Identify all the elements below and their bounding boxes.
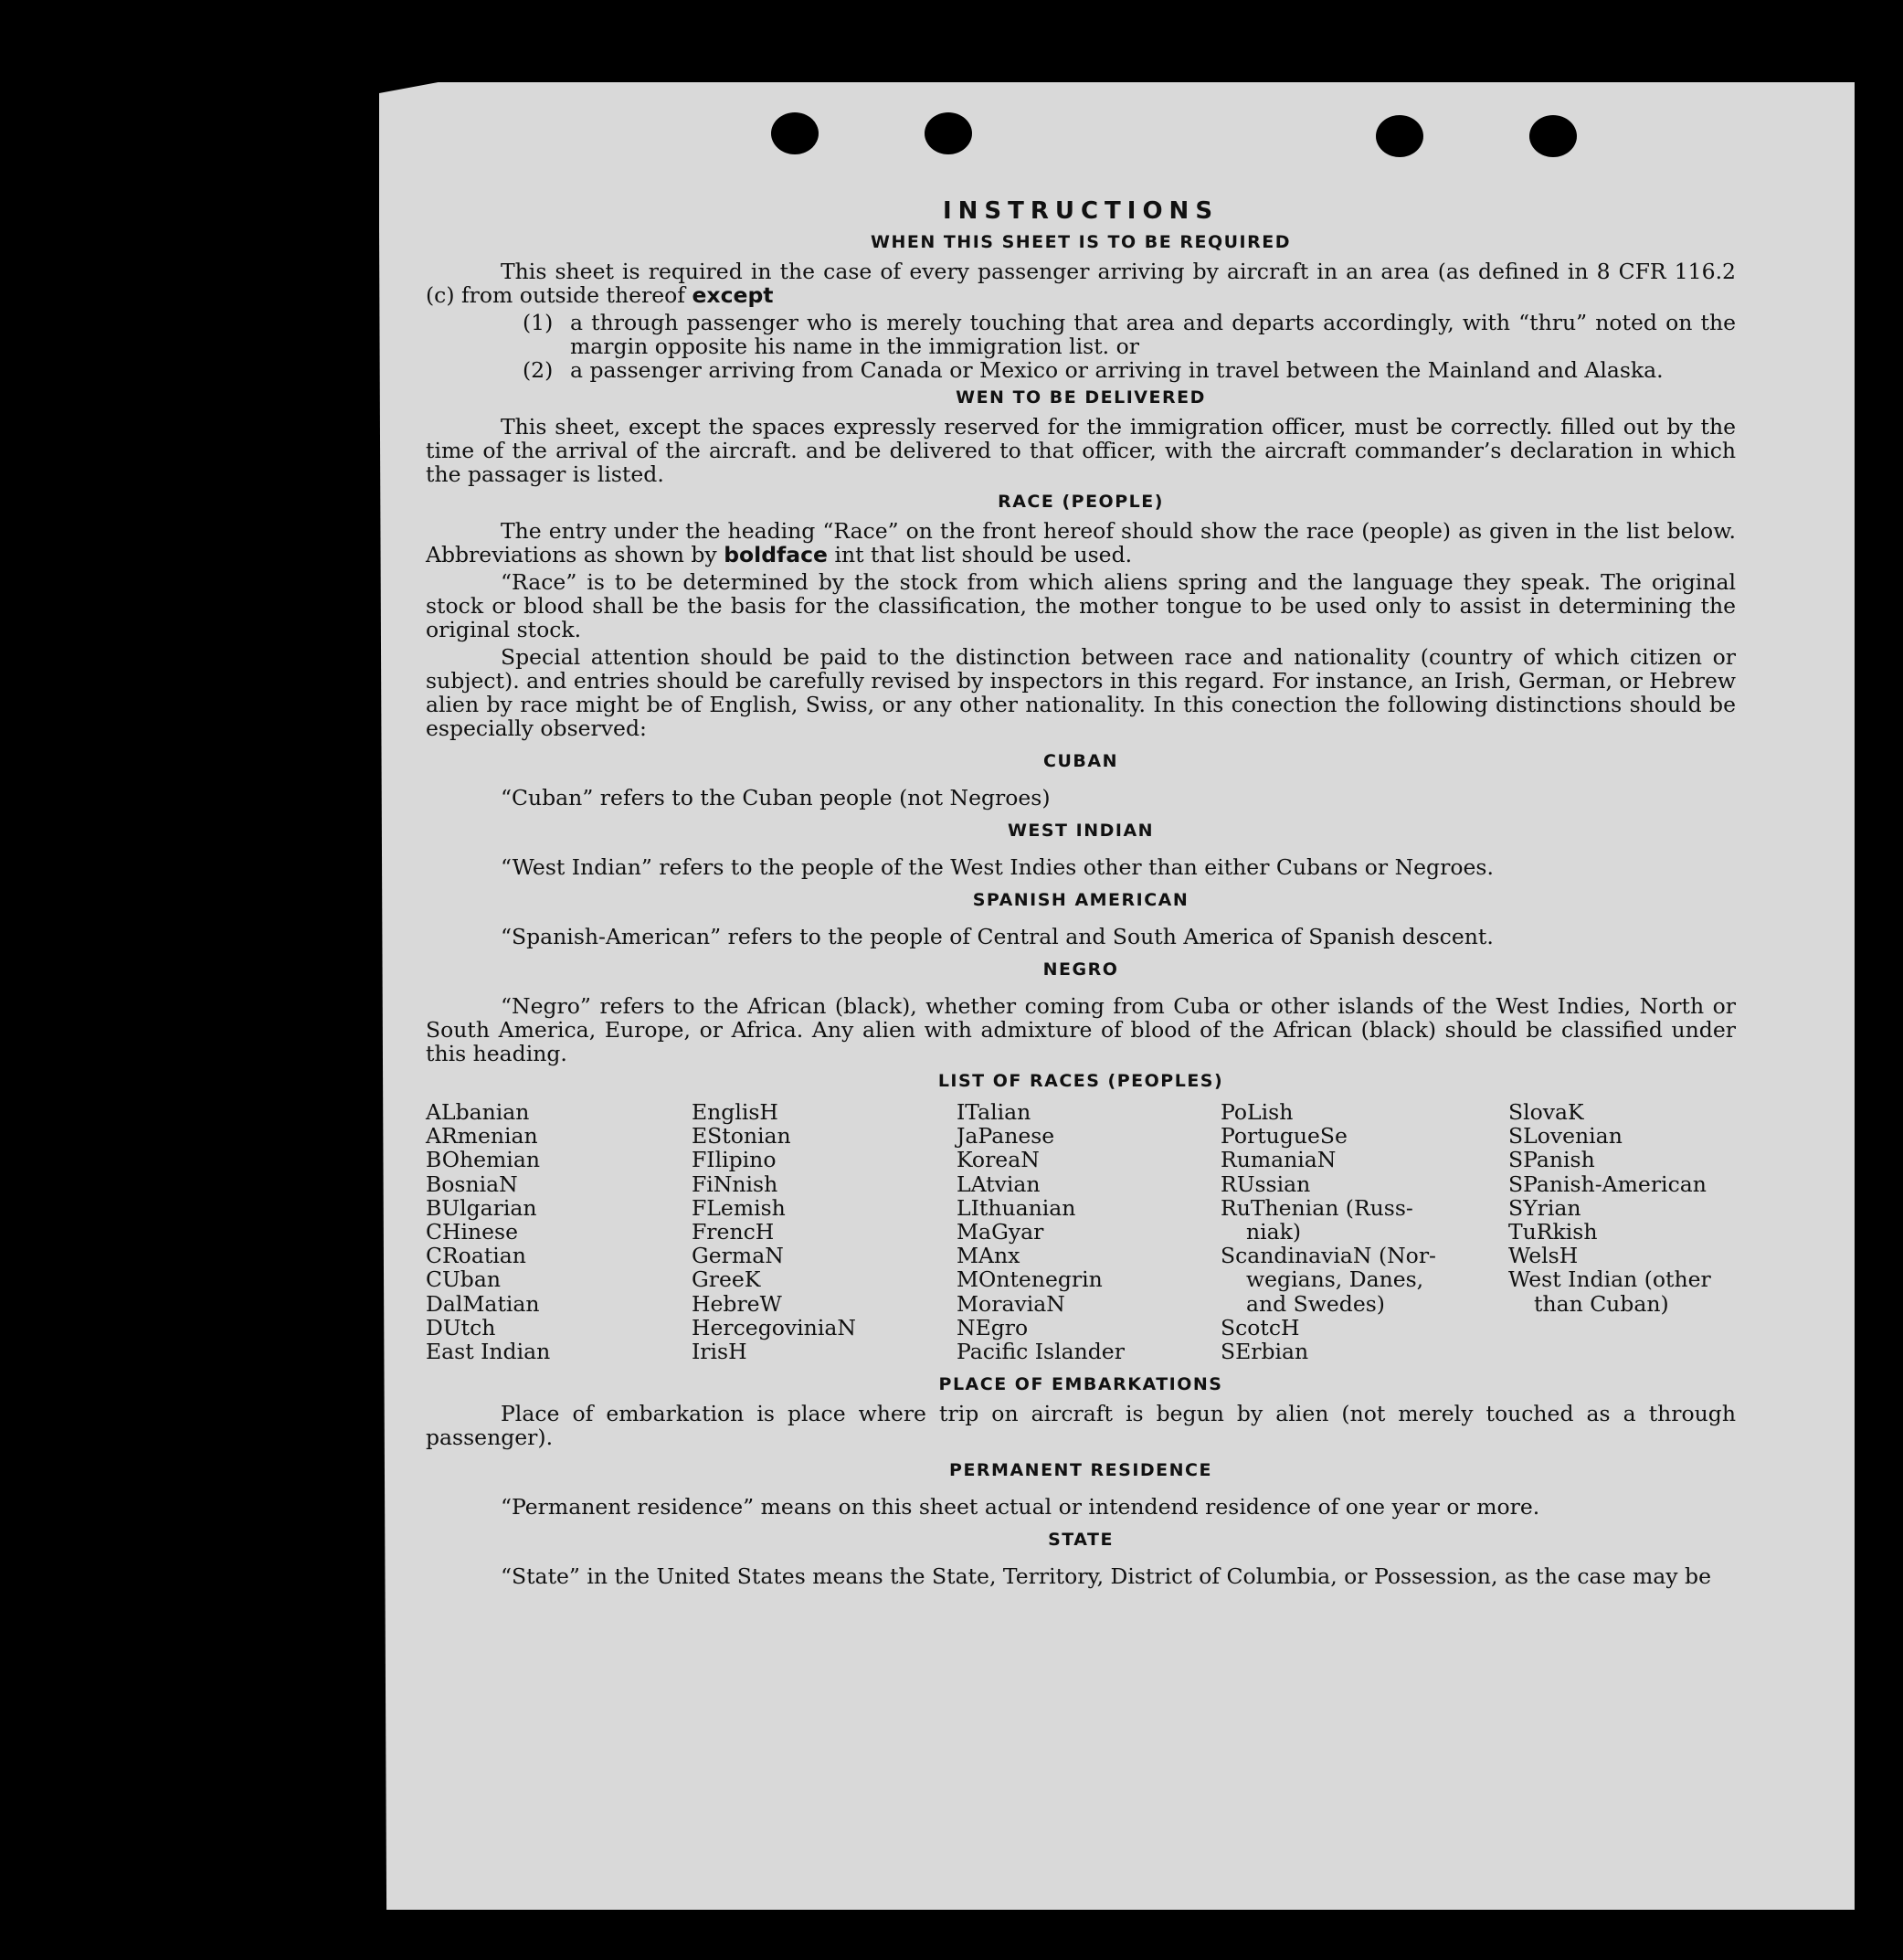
- race-column: [426, 1100, 692, 1363]
- punch-hole: [771, 112, 819, 154]
- race-column: [957, 1100, 1221, 1363]
- race-item: than Cuban): [1534, 1290, 1669, 1317]
- race-item: LAtvian: [957, 1171, 1041, 1197]
- race-item: RUssian: [1221, 1171, 1311, 1197]
- race-item: Pacific Islander: [957, 1339, 1125, 1365]
- race-list: [426, 1100, 1736, 1363]
- race-item: PortugueSe: [1221, 1123, 1348, 1150]
- race-item: MOntenegrin: [957, 1266, 1103, 1293]
- punch-hole: [1529, 115, 1577, 157]
- section-title-embarkation: PLACE OF EMBARKATIONS: [938, 1374, 1223, 1395]
- section-title-when-required: WHEN THIS SHEET IS TO BE REQUIRED: [870, 232, 1291, 252]
- race-column: [692, 1100, 957, 1363]
- race-item: MaGyar: [957, 1219, 1044, 1245]
- permanent-residence-text: “Permanent residence” means on this sheet actual or intendend residence of one year or more.: [501, 1494, 1540, 1520]
- race-item: GermaN: [692, 1243, 784, 1269]
- race-item: SlovaK: [1508, 1099, 1584, 1125]
- race-item: SYrian: [1508, 1194, 1581, 1221]
- race-paragraph-1: The entry under the heading “Race” on the front hereof should show the race (people) as given in the list below. Abbreviations as shown by boldface int that list should be used.: [426, 518, 1736, 567]
- race-item: wegians, Danes,: [1246, 1266, 1424, 1293]
- exception-item: (2) a passenger arriving from Canada or Mexico or arriving in travel between the Mainland and Alaska.: [523, 357, 1664, 383]
- race-item: EStonian: [692, 1123, 791, 1150]
- race-item: ARmenian: [426, 1123, 538, 1150]
- exception-item: (1) a through passenger who is merely touching that area and departs accordingly, with “thru” noted on the margin opposite his name in the immigration list. or: [523, 310, 1736, 359]
- race-item: NEgro: [957, 1314, 1029, 1340]
- race-item: MAnx: [957, 1243, 1020, 1269]
- race-item: MoraviaN: [957, 1290, 1065, 1317]
- race-item: CUban: [426, 1266, 501, 1293]
- section-title-spanish-american: SPANISH AMERICAN: [972, 890, 1189, 910]
- race-item: ScandinaviaN (Nor-: [1221, 1243, 1436, 1269]
- race-item: GreeK: [692, 1266, 761, 1293]
- embarkation-text: Place of embarkation is place where trip on aircraft is begun by alien (not merely touched as a through passenger).: [426, 1401, 1736, 1451]
- race-item: and Swedes): [1246, 1290, 1385, 1317]
- race-item: East Indian: [426, 1339, 551, 1365]
- race-item: RuThenian (Russ-: [1221, 1194, 1413, 1221]
- punch-hole: [1376, 115, 1423, 157]
- race-item: SLovenian: [1508, 1123, 1623, 1150]
- instructions-content: [426, 194, 1736, 1592]
- west-indian-text: “West Indian” refers to the people of the West Indies other than either Cubans or Negroes.: [501, 854, 1494, 880]
- section-title-when-delivered: WEN TO BE DELIVERED: [956, 387, 1206, 408]
- race-item: EnglisH: [692, 1099, 778, 1125]
- race-item: FrencH: [692, 1219, 775, 1245]
- race-item: DUtch: [426, 1314, 496, 1340]
- race-item: niak): [1246, 1219, 1302, 1245]
- race-item: CRoatian: [426, 1243, 526, 1269]
- race-item: LIthuanian: [957, 1194, 1076, 1221]
- race-item: HebreW: [692, 1290, 782, 1317]
- section-title-cuban: CUBAN: [1043, 751, 1118, 771]
- race-column: [1508, 1100, 1736, 1363]
- race-item: ScotcH: [1221, 1314, 1300, 1340]
- race-item: SPanish: [1508, 1147, 1595, 1173]
- race-item: FLemish: [692, 1194, 786, 1221]
- section-title-west-indian: WEST INDIAN: [1007, 821, 1155, 841]
- cuban-text: “Cuban” refers to the Cuban people (not Negroes): [501, 785, 1051, 810]
- race-item: BosniaN: [426, 1171, 518, 1197]
- race-column: [1221, 1100, 1508, 1363]
- race-item: SErbian: [1221, 1339, 1309, 1365]
- page-title: INSTRUCTIONS: [942, 197, 1220, 225]
- section-title-state: STATE: [1048, 1530, 1114, 1551]
- race-paragraph-2: “Race” is to be determined by the stock from which aliens spring and the language they speak. The original stock or blood shall be the basis for the classification, the mother tongue to be used only to assist in determining the original stock.: [426, 569, 1736, 642]
- race-item: IrisH: [692, 1339, 747, 1365]
- race-item: TuRkish: [1508, 1219, 1598, 1245]
- race-paragraph-3: Special attention should be paid to the distinction between race and nationality (country of which citizen or subject). and entries should be carefully revised by inspectors in this regard. For instance, an Irish, German, or Hebrew alien by race might be of English, Swiss, or any other nationality. In this conection the following distinctions should be especially observed:: [426, 644, 1736, 741]
- section-title-list-of-races: LIST OF RACES (PEOPLES): [937, 1071, 1224, 1091]
- section-title-negro: NEGRO: [1042, 959, 1119, 980]
- section-title-race: RACE (PEOPLE): [998, 492, 1164, 512]
- when-delivered-text: This sheet, except the spaces expressly reserved for the immigration officer, must be correctly. filled out by the time of the arrival of the aircraft. and be delivered to that officer, with the aircraft commander’s declaration in which the passager is listed.: [426, 414, 1736, 487]
- spanish-american-text: “Spanish-American” refers to the people of Central and South America of Spanish descent.: [501, 924, 1494, 949]
- race-item: FIlipino: [692, 1147, 777, 1173]
- when-required-text: This sheet is required in the case of every passenger arriving by aircraft in an area (as defined in 8 CFR 116.2 (c) from outside thereof except: [426, 259, 1736, 308]
- race-item: BOhemian: [426, 1147, 540, 1173]
- race-item: KoreaN: [957, 1147, 1040, 1173]
- race-item: FiNnish: [692, 1171, 778, 1197]
- punch-hole: [925, 112, 972, 154]
- race-item: PoLish: [1221, 1099, 1294, 1125]
- race-item: WelsH: [1508, 1243, 1579, 1269]
- section-title-permanent-residence: PERMANENT RESIDENCE: [949, 1460, 1212, 1481]
- race-item: DalMatian: [426, 1290, 540, 1317]
- race-item: West Indian (other: [1508, 1266, 1711, 1293]
- race-item: BUlgarian: [426, 1194, 537, 1221]
- race-item: RumaniaN: [1221, 1147, 1337, 1173]
- race-item: ITalian: [957, 1099, 1031, 1125]
- race-item: SPanish-American: [1508, 1171, 1707, 1197]
- race-item: ALbanian: [426, 1099, 530, 1125]
- race-item: HercegoviniaN: [692, 1314, 856, 1340]
- race-item: CHinese: [426, 1219, 518, 1245]
- state-text: “State” in the United States means the State, Territory, District of Columbia, or Possession, as the case may be: [501, 1563, 1711, 1590]
- negro-text: “Negro” refers to the African (black), whether coming from Cuba or other islands of the West Indies, North or South America, Europe, or Africa. Any alien with admixture of blood of the African (black) should be classified under this heading.: [426, 993, 1736, 1066]
- race-item: JaPanese: [957, 1123, 1055, 1150]
